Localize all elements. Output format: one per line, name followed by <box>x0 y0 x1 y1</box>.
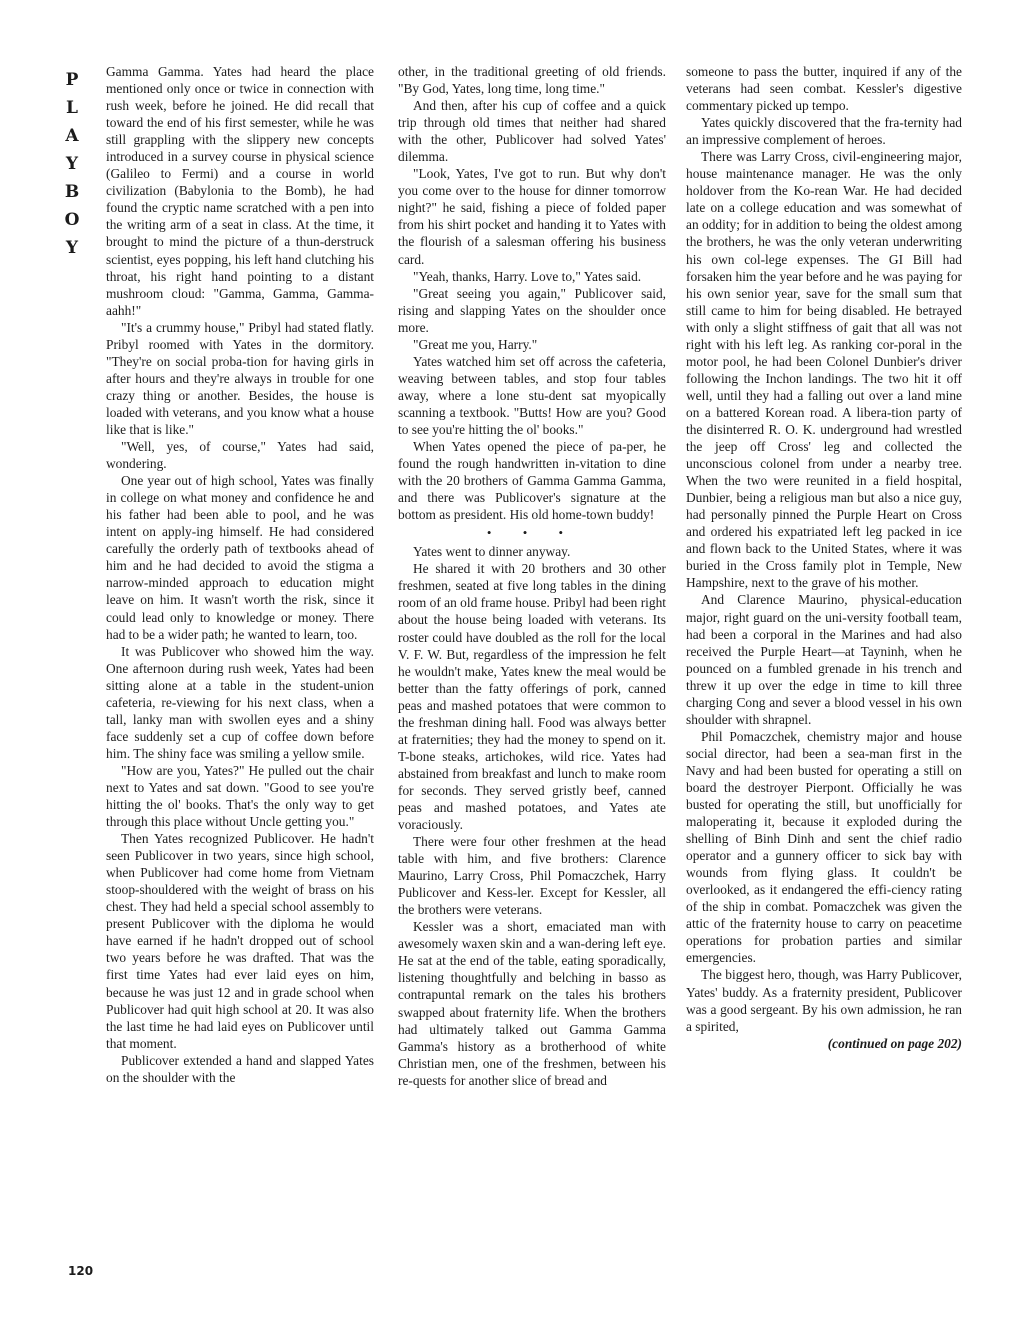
paragraph: Publicover extended a hand and slapped Yates on the shoulder with the <box>106 1052 374 1085</box>
paragraph: It was Publicover who showed him the way. One afternoon during rush week, Yates had been sitting alone at a table in the student-union cafeteria, re-viewing for his next class, when a tall, lanky man with swollen eyes and a shiny face suddenly set a cup of coffee down before him. The shiny face was smiling a yellow smile. <box>106 643 374 761</box>
section-break: • • • <box>486 525 578 541</box>
paragraph: One year out of high school, Yates was finally in college on what money and confidence he and his father had been able to pool, and he was intent on apply-ing himself. He had considered carefully the orderly path of textbooks ahead of him and he had decided to avoid the stigma a narrow-minded approach to education might leave on him. It wasn't worth the risk, since it could lead only to knowledge or money. There had to be a wider path; he wanted to learn, too. <box>106 473 374 642</box>
paragraph: He shared it with 20 brothers and 30 other freshmen, seated at five long tables in the dining room of an old frame house. Pribyl had been right about the house being loaded with veterans. Its roster could have doubled as the roll for the local V. F. W. But, regardless of the impression he felt he wouldn't make, Yates knew the meal would be better than the fatty offerings of pork, canned peas and mashed potatoes that were common to the freshman dining hall. Food was always better at fraternities; they had the money to spend on it. T-bone steaks, artichokes, wild rice. Yates had abstained from breakfast and lunch to make room for seconds. They served gristly beef, canned peas and mashed potatoes, and Yates ate voraciously. <box>398 561 666 833</box>
paragraph: Kessler was a short, emaciated man with awesomely waxen skin and a wan-dering left eye. He sat at the end of the table, eating sporadically, listening thoughtfully and belching in basso as contrapuntal remark on the tales his brothers swapped about fraternity life. When the brothers had ultimately talked out Gamma Gamma Gamma's history as a brotherhood of white Christian men, one of the freshmen, between his re-quests for another slice of bread and <box>398 919 666 1088</box>
paragraph: The biggest hero, though, was Harry Publicover, Yates' buddy. As a fraternity president, Publicover was a good sergeant. By his own admission, he ran a spirited, <box>686 967 962 1034</box>
paragraph: There was Larry Cross, civil-engineering major, house maintenance manager. He was the only holdover from the Ko-rean War. He had decided late on a college education and was somewhat of an oddity; for in addition to being the oldest among the brothers, he was the only veteran underwriting his own col-lege expenses. The GI Bill had forsaken him the year before and he was paying for his own senior year, save for the small sum that still came to him for being disabled. He betrayed with only a slight stiffness of gait that all was not right with his left leg. As ranking cor-poral in the motor pool, he had been Colonel Dunbier's driver following the Inchon landings. The two hit it off well, until they had a falling out over a land mine on a battered Korean road. A libera-tion party of the disinterred R. O. K. underground had wrestled the jeep off Cross' leg and collected the unconscious colonel from under a nearby tree. When the two were reunited in a field hospital, Dunbier, being a religious man but also a nice guy, had personally pinned the Purple Heart on Cross and ordered his expatriated left leg packed in ice and flown back to the United States, where it was buried in the Cross family plot in Temple, New Hampshire, next to the grave of his mother. <box>686 149 962 591</box>
masthead-letter: L <box>66 98 78 118</box>
paragraph: "Yeah, thanks, Harry. Love to," Yates said. <box>413 268 642 284</box>
paragraph: Phil Pomaczchek, chemistry major and house social director, had been a sea-man first in the Navy and had been busted for operating a still on board the destroyer Pierpont. Officially he was busted for operating the still, but unofficially for maloperating it, because it exploded during the shelling of Binh Dinh and sent the chief radio operator and a gunnery officer to sick bay with wounds from flying glass. It couldn't be overlooked, as it endangered the effi-ciency rating of the ship in combat. Pomaczchek was given the attic of the fraternity house to carry on peacetime operations for probation parties and similar emergencies. <box>686 728 962 966</box>
paragraph: "Great seeing you again," Publicover said, rising and slapping Yates on the shoulder once more. <box>398 285 666 335</box>
page-number: 120 <box>68 1264 94 1278</box>
paragraph: And then, after his cup of coffee and a quick trip through old times that neither had shared with the other, Publicover had solved Yates' dilemma. <box>398 98 666 165</box>
masthead-letter: P <box>65 70 79 90</box>
masthead-letter: Y <box>65 154 79 174</box>
masthead-letter: A <box>65 126 79 146</box>
paragraph: When Yates opened the piece of pa-per, he found the rough handwritten in-vitation to dine with the 20 brothers of Gamma Gamma Gamma, and there was Publicover's signature at the bottom as president. His old home-town buddy! <box>398 439 666 523</box>
paragraph: "Great me you, Harry." <box>413 336 538 352</box>
paragraph: "Look, Yates, I've got to run. But why don't you come over to the house for dinner tomorrow night?" he said, fishing a piece of folded paper from his shirt pocket and handing it to Yates with the flourish of a salesman offering his business card. <box>398 166 666 267</box>
paragraph: someone to pass the butter, inquired if any of the veterans had seen combat. Kessler's digestive commentary picked up tempo. <box>686 64 962 114</box>
paragraph: Then Yates recognized Publicover. He hadn't seen Publicover in two years, since high school, when Publicover had come home from Vietnam stoop-shouldered with the weight of brass on his chest. They had held a special school assembly to present Publicover with the diploma he would have earned if he hadn't dropped out of school two years before he was drafted. That was the first time Yates had ever laid eyes on him, because he was just 12 and in grade school when Publicover had quit high school at 20. It was also the last time he had laid eyes on Publicover until that moment. <box>106 831 374 1051</box>
masthead-letter: B <box>64 182 80 202</box>
paragraph: Yates quickly discovered that the fra-ternity had an impressive complement of heroes. <box>686 115 962 148</box>
text-column-1 <box>106 63 374 1285</box>
masthead-letter: Y <box>65 238 79 258</box>
text-column-3 <box>686 63 962 1285</box>
paragraph: "It's a crummy house," Pribyl had stated flatly. Pribyl roomed with Yates in the dormitory. "They're on social proba-tion for having girls in after hours and they're always in trouble for one crazy thing or another. Besides, the house is loaded with veterans, and you know what a house like that is like." <box>106 319 374 437</box>
paragraph: "How are you, Yates?" He pulled out the chair next to Yates and sat down. "Good to see you're hitting the ol' books. That's the only way to get through this place without Uncle getting you." <box>106 762 374 830</box>
masthead-letter: O <box>64 210 80 230</box>
paragraph: other, in the traditional greeting of old friends. "By God, Yates, long time, long time." <box>398 64 666 97</box>
paragraph: Yates went to dinner anyway. <box>413 544 571 560</box>
paragraph: There were four other freshmen at the head table with him, and five brothers: Clarence Maurino, Larry Cross, Phil Pomaczchek, Harry Publicover and Kess-ler. Except for Kessler, all the brothers were veterans. <box>398 834 666 918</box>
paragraph: And Clarence Maurino, physical-education major, right guard on the uni-versity football team, had been a corporal in the Marines and had also received the Purple Heart—at Tayninh, when he pounced on a fumbled grenade in his trench and threw it up over the edge in time to kill three charging Cong and sever a blood vessel in his own shoulder with shrapnel. <box>686 592 962 727</box>
paragraph: Yates watched him set off across the cafeteria, weaving between tables, and stop four tables away, where a lone stu-dent sat myopically scanning a textbook. "Butts! How are you? Good to see you're hitting the ol' books." <box>398 353 666 437</box>
continued-line: (continued on page 202) <box>827 1035 962 1051</box>
paragraph: Gamma Gamma. Yates had heard the place mentioned only once or twice in connection with rush week, before he joined. He did recall that toward the end of his first semester, while he was still grappling with the slippery new concepts introduced in a survey course in physical science (Galileo to Fermi) and a course in world civilization (Babylonia to the Bomb), he had found the cryptic name scratched with a pen into the writing arm of a seat in class. At the time, it brought to mind the picture of a thun-derstruck scientist, eyes popping, his left hand clutching his throat, his right hand pointing to a distant mushroom cloud: "Gamma, Gamma, Gamma-aahh!" <box>106 64 374 318</box>
text-column-2 <box>398 63 666 1285</box>
paragraph: "Well, yes, of course," Yates had said, wondering. <box>106 439 374 472</box>
magazine-masthead <box>58 66 86 262</box>
